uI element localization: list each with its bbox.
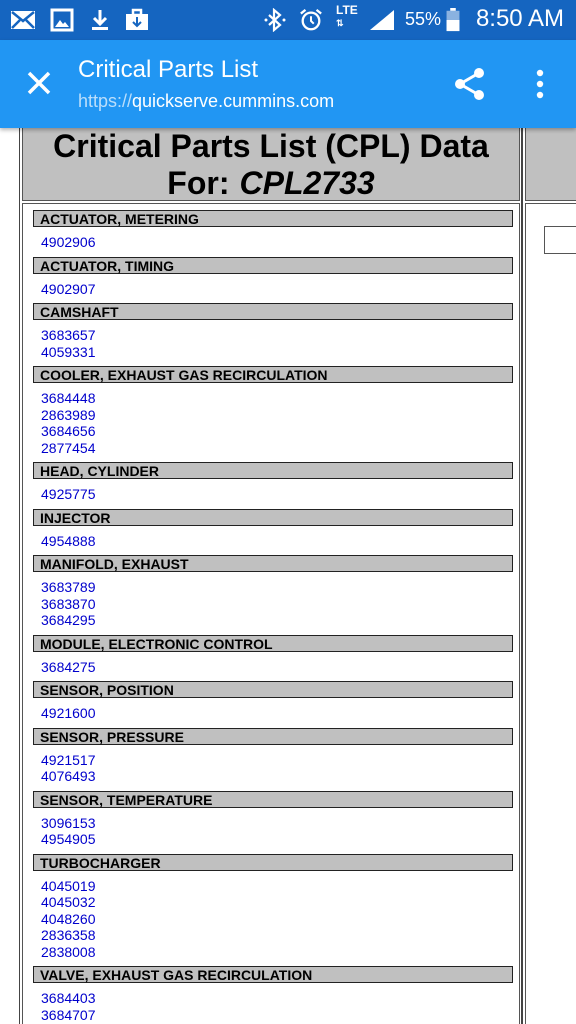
category-header: INJECTOR: [33, 509, 513, 526]
part-number-link[interactable]: 4925775: [41, 486, 96, 502]
part-number-link[interactable]: 4902907: [41, 280, 96, 297]
part-number-link[interactable]: 3683870: [41, 595, 96, 612]
category-header: ACTUATOR, TIMING: [33, 257, 513, 274]
for-label: For:: [167, 165, 230, 201]
cpl-column: [19, 128, 522, 1024]
part-number-link[interactable]: 4902906: [41, 234, 96, 250]
part-number-link[interactable]: 4048260: [41, 910, 96, 927]
part-number-link[interactable]: 4921600: [41, 705, 96, 721]
side-panel: [525, 203, 576, 1024]
part-number-link[interactable]: 3684707: [41, 1006, 96, 1023]
lte-indicator: LTE ⇅: [336, 3, 358, 28]
cpl-code: CPL2733: [239, 165, 375, 201]
status-bar: [0, 0, 576, 40]
cpl-heading: Critical Parts List (CPL) Data: [53, 128, 489, 164]
category-header: CAMSHAFT: [33, 303, 513, 320]
url-protocol: https://: [78, 91, 133, 111]
alarm-icon: [298, 8, 324, 32]
category-header: SENSOR, TEMPERATURE: [33, 791, 513, 808]
battery-icon: [445, 8, 461, 32]
browser-toolbar: [0, 40, 576, 128]
url-host: quickserve.cummins.com: [132, 91, 335, 111]
cpl-for-line: [23, 164, 519, 202]
part-number-link[interactable]: 4045032: [41, 894, 96, 910]
part-number-link[interactable]: 4954905: [41, 831, 96, 847]
part-number-link[interactable]: 3683657: [41, 327, 96, 343]
side-column: [522, 128, 576, 1024]
part-number-link[interactable]: 3096153: [41, 814, 96, 831]
close-icon[interactable]: [22, 66, 56, 100]
cpl-header: [22, 128, 520, 201]
part-number-link[interactable]: 3684448: [41, 390, 96, 406]
part-number-link[interactable]: 2836358: [41, 927, 96, 943]
category-header: VALVE, EXHAUST GAS RECIRCULATION: [33, 966, 513, 983]
side-header: [525, 128, 576, 201]
page-url: [78, 91, 334, 112]
category-header: SENSOR, PRESSURE: [33, 728, 513, 745]
email-icon: [10, 8, 36, 32]
page-title: Critical Parts List: [78, 56, 259, 83]
image-icon: [50, 8, 74, 32]
more-options-icon[interactable]: [528, 66, 552, 102]
category-header: TURBOCHARGER: [33, 854, 513, 871]
category-header: MANIFOLD, EXHAUST: [33, 555, 513, 572]
parts-list: [22, 203, 520, 1024]
battery-percent: 55%: [405, 9, 442, 29]
side-input-box[interactable]: [544, 226, 576, 254]
category-header: HEAD, CYLINDER: [33, 462, 513, 479]
briefcase-icon: [124, 8, 150, 32]
category-header: MODULE, ELECTRONIC CONTROL: [33, 635, 513, 652]
part-number-link[interactable]: 4076493: [41, 768, 96, 784]
category-header: COOLER, EXHAUST GAS RECIRCULATION: [33, 366, 513, 383]
web-content[interactable]: [0, 128, 576, 1024]
part-number-link[interactable]: 3683789: [41, 579, 96, 595]
share-icon[interactable]: [452, 66, 488, 102]
category-header: ACTUATOR, METERING: [33, 210, 513, 227]
part-number-link[interactable]: 3684656: [41, 423, 96, 439]
signal-icon: [368, 8, 396, 32]
part-number-link[interactable]: 3684275: [41, 658, 96, 675]
part-number-link[interactable]: 3684295: [41, 612, 96, 628]
part-number-link[interactable]: 4954888: [41, 532, 96, 549]
part-number-link[interactable]: 4045019: [41, 877, 96, 894]
part-number-link[interactable]: 2863989: [41, 406, 96, 423]
category-header: SENSOR, POSITION: [33, 681, 513, 698]
part-number-link[interactable]: 3684403: [41, 990, 96, 1006]
clock: 8:50 AM: [475, 5, 564, 32]
download-icon: [88, 8, 112, 32]
part-number-link[interactable]: 4059331: [41, 343, 96, 360]
part-number-link[interactable]: 2877454: [41, 439, 96, 456]
bluetooth-icon: [262, 8, 288, 32]
part-number-link[interactable]: 2838008: [41, 943, 96, 960]
part-number-link[interactable]: 4921517: [41, 751, 96, 768]
